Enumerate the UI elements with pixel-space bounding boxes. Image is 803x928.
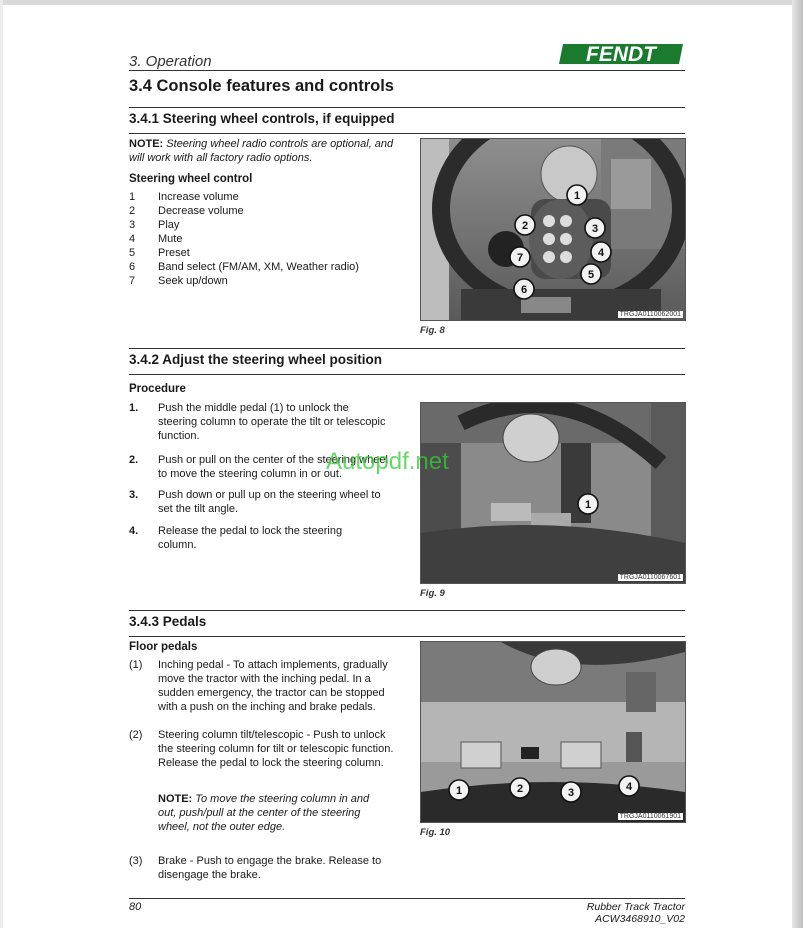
list-item: 7 Seek up/down [129, 275, 228, 287]
rule-3-4-3 [129, 610, 685, 611]
page-edge-right [792, 0, 803, 928]
floor-pedals-title: Floor pedals [129, 641, 198, 653]
rule-3-4-3-bottom [129, 636, 685, 637]
list-item: 3 Play [129, 219, 180, 231]
note-steering-column [158, 792, 390, 834]
svg-text:5: 5 [587, 269, 595, 281]
footer-product [587, 901, 685, 925]
svg-text:1: 1 [584, 499, 592, 511]
svg-text:2: 2 [516, 783, 524, 795]
heading-3-4-2: 3.4.2 Adjust the steering wheel position [129, 352, 383, 367]
fendt-logo-text: FENDT [586, 43, 656, 66]
figure-9-steering-column [420, 402, 686, 584]
list-item: 1 Increase volume [129, 191, 239, 203]
rule-3-4-2 [129, 348, 685, 349]
figure-10-caption: Fig. 10 [420, 827, 451, 838]
svg-text:6: 6 [520, 284, 528, 296]
note-text: Steering wheel radio controls are optional, and will work with all factory radio options. [129, 138, 394, 164]
procedure-title: Procedure [129, 383, 186, 395]
watermark-autopdf: Autopdf.net [326, 448, 449, 475]
figure-10-floor-pedals [420, 641, 686, 823]
footer-doc-id: ACW3468910_V02 [595, 913, 685, 925]
pedal-item: (2) Steering column tilt/telescopic - Push to unlock the steering column for tilt or telescopic function. Release the pedal to lock the steering column. [129, 729, 394, 769]
page-edge-top [0, 0, 803, 5]
figure-8-id: TRGJA0110062001 [619, 311, 681, 318]
note-text: To move the steering column in and out, push/pull at the center of the steering wheel, not the outer edge. [158, 793, 370, 833]
svg-text:4: 4 [597, 247, 605, 259]
rule-3-4-2-bottom [129, 374, 685, 375]
figure-8-steering-wheel [420, 138, 686, 321]
figure-8-caption: Fig. 8 [420, 325, 445, 336]
note-label: NOTE: [129, 138, 164, 150]
note-label: NOTE: [158, 793, 193, 805]
rule-3-4-1-bottom [129, 133, 685, 134]
page-number: 80 [129, 901, 142, 913]
list-item: 2 Decrease volume [129, 205, 244, 217]
steering-wheel-control-title: Steering wheel control [129, 173, 253, 185]
svg-text:1: 1 [455, 785, 463, 797]
pedal-item: (3) Brake - Push to engage the brake. Release to disengage the brake. [129, 855, 382, 881]
list-item: 4 Mute [129, 233, 183, 245]
figure-10-id: TRGJA0110061901 [619, 813, 681, 820]
procedure-step: 4. Release the pedal to lock the steering column. [129, 525, 343, 551]
list-item: 6 Band select (FM/AM, XM, Weather radio) [129, 261, 359, 273]
footer-product-name: Rubber Track Tractor [586, 901, 685, 913]
pedal-item: (1) Inching pedal - To attach implements, gradually move the tractor with the inching pedal. In a sudden emergency, the tractor can be stopped with a push on the inching and brake pedals. [129, 659, 388, 713]
figure-9-caption: Fig. 9 [420, 588, 445, 599]
svg-text:7: 7 [516, 252, 524, 264]
heading-3-4: 3.4 Console features and controls [129, 77, 394, 95]
procedure-step: 3. Push down or pull up on the steering wheel to set the tilt angle. [129, 489, 381, 515]
steering-control-list [129, 190, 359, 288]
svg-text:3: 3 [567, 787, 575, 799]
page-edge-left [0, 0, 3, 928]
procedure-step: 2. Push or pull on the center of the steering wheel to move the steering column in or out. [129, 454, 388, 480]
procedure-step: 1. Push the middle pedal (1) to unlock the steering column to operate the tilt or telescopic function. [129, 402, 386, 442]
svg-text:4: 4 [625, 781, 633, 793]
heading-3-4-1: 3.4.1 Steering wheel controls, if equipped [129, 111, 395, 126]
heading-3-4-3: 3.4.3 Pedals [129, 614, 207, 629]
footer-rule [129, 898, 685, 899]
svg-text:3: 3 [591, 223, 599, 235]
list-item: 5 Preset [129, 247, 190, 259]
rule-3-4-1 [129, 107, 685, 108]
fendt-logo [559, 42, 685, 66]
svg-text:1: 1 [573, 190, 581, 202]
figure-9-id: TRGJA0110067601 [619, 574, 681, 581]
svg-text:2: 2 [521, 220, 529, 232]
note-radio-controls [129, 137, 399, 165]
running-header-section: 3. Operation [129, 53, 212, 70]
header-rule [129, 70, 685, 71]
